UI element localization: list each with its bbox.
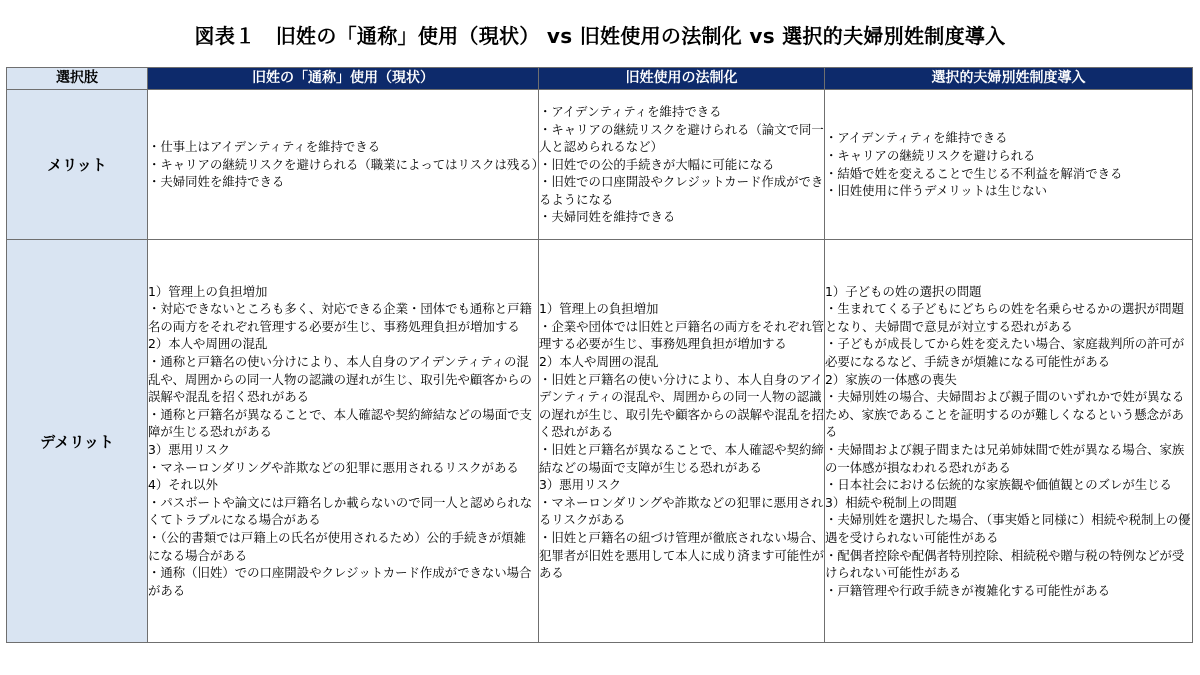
demerit-legalization-cell bbox=[539, 240, 825, 643]
merit-separate-surname-text: ・アイデンティティを維持できる ・キャリアの継続リスクを避けられる ・結婚で姓を変えることで生じる不利益を解消できる ・旧姓使用に伴うデメリットは生じない bbox=[825, 130, 1123, 199]
merit-legalization-text: ・アイデンティティを維持できる ・キャリアの継続リスクを避けられる（論文で同一人と認められるなど） ・旧姓での公的手続きが大幅に可能になる ・旧姓での口座開設やクレジットカード作成ができるようになる ・夫婦同姓を維持できる bbox=[539, 103, 824, 225]
header-legalization: 旧姓使用の法制化 bbox=[539, 68, 825, 90]
merit-legalization-cell bbox=[539, 90, 825, 240]
header-current-tsusho: 旧姓の「通称」使用（現状） bbox=[148, 68, 539, 90]
header-separate-surname: 選択的夫婦別姓制度導入 bbox=[825, 68, 1193, 90]
merit-current-tsusho-text: ・仕事上はアイデンティティを維持できる ・キャリアの継続リスクを避けられる（職業によってはリスクは残る） ・夫婦同姓を維持できる bbox=[148, 139, 545, 190]
table-header-row bbox=[7, 68, 1193, 90]
merit-separate-surname-cell bbox=[825, 90, 1193, 240]
figure-title: 図表１ 旧姓の「通称」使用（現状） vs 旧姓使用の法制化 vs 選択的夫婦別姓制度導入 bbox=[194, 24, 1006, 48]
merit-current-tsusho-cell bbox=[148, 90, 545, 240]
table-row-demerit bbox=[7, 240, 1193, 643]
row-label-demerit: デメリット bbox=[7, 240, 148, 643]
comparison-table bbox=[6, 67, 1193, 643]
demerit-separate-surname-cell bbox=[825, 240, 1193, 643]
table-row-merit bbox=[7, 90, 1193, 240]
demerit-separate-surname-text: 1）子どもの姓の選択の問題 ・生まれてくる子どもにどちらの姓を名乗らせるかの選択が問題となり、夫婦間で意見が対立する恐れがある ・子どもが成長してから姓を変えたい場合、家庭裁判所の許可が必要になるなど、手続きが煩雑になる可能性がある 2）家族の一体感の喪失 ・夫婦別姓の場合、夫婦間および親子間のいずれかで姓が異なるため、家族であることを証明するのが難しくなるという懸念がある ・夫婦間および親子間または兄弟姉妹間で姓が異なる場合、家族の一体感が損なわれる恐れがある ・日本社会における伝統的な家族観や価値観とのズレが生じる 3）相続や税制上の問題 ・夫婦別姓を選択した場合、（事実婚と同様に）相続や税制上の優遇を受けられない可能性がある ・配偶者控除や配偶者特別控除、相続税や贈与税の特例などが受けられない可能性がある ・戸籍管理や行政手続きが複雑化する可能性がある bbox=[825, 283, 1191, 598]
demerit-current-tsusho-text: 1）管理上の負担増加 ・対応できないところも多く、対応できる企業・団体でも通称と戸籍名の両方をそれぞれ管理する必要が生じ、事務処理負担が増加する 2）本人や周囲の混乱 ・通称と戸籍名の使い分けにより、本人自身のアイデンティティの混乱や、周囲からの同一人物の認識の遅れが生じ、取引先や顧客からの誤解や混乱を招く恐れがある ・通称と戸籍名が異なることで、本人確認や契約締結などの場面で支障が生じる恐れがある 3）悪用リスク ・マネーロンダリングや詐欺などの犯罪に悪用されるリスクがある 4）それ以外 ・パスポートや論文には戸籍名しか載らないので同一人と認められなくてトラブルになる場合がある ・（公的書類では戸籍上の氏名が使用されるため）公的手続きが煩雑になる場合がある ・通称（旧姓）での口座開設やクレジットカード作成ができない場合がある bbox=[148, 283, 533, 598]
demerit-current-tsusho-cell bbox=[148, 240, 539, 643]
demerit-legalization-text: 1）管理上の負担増加 ・企業や団体では旧姓と戸籍名の両方をそれぞれ管理する必要が生じ、事務処理負担が増加する 2）本人や周囲の混乱 ・旧姓と戸籍名の使い分けにより、本人自身のアイデンティティの混乱や、周囲からの同一人物の認識の遅れが生じ、取引先や顧客からの誤解や混乱を招く恐れがある ・旧姓と戸籍名が異なることで、本人確認や契約締結などの場面で支障が生じる恐れがある 3）悪用リスク ・マネーロンダリングや詐欺などの犯罪に悪用されるリスクがある ・旧姓と戸籍名の紐づけ管理が徹底されない場合、犯罪者が旧姓を悪用して本人に成り済ます可能性がある bbox=[539, 301, 824, 581]
row-label-merit: メリット bbox=[7, 90, 148, 240]
header-options-label: 選択肢 bbox=[7, 68, 148, 90]
